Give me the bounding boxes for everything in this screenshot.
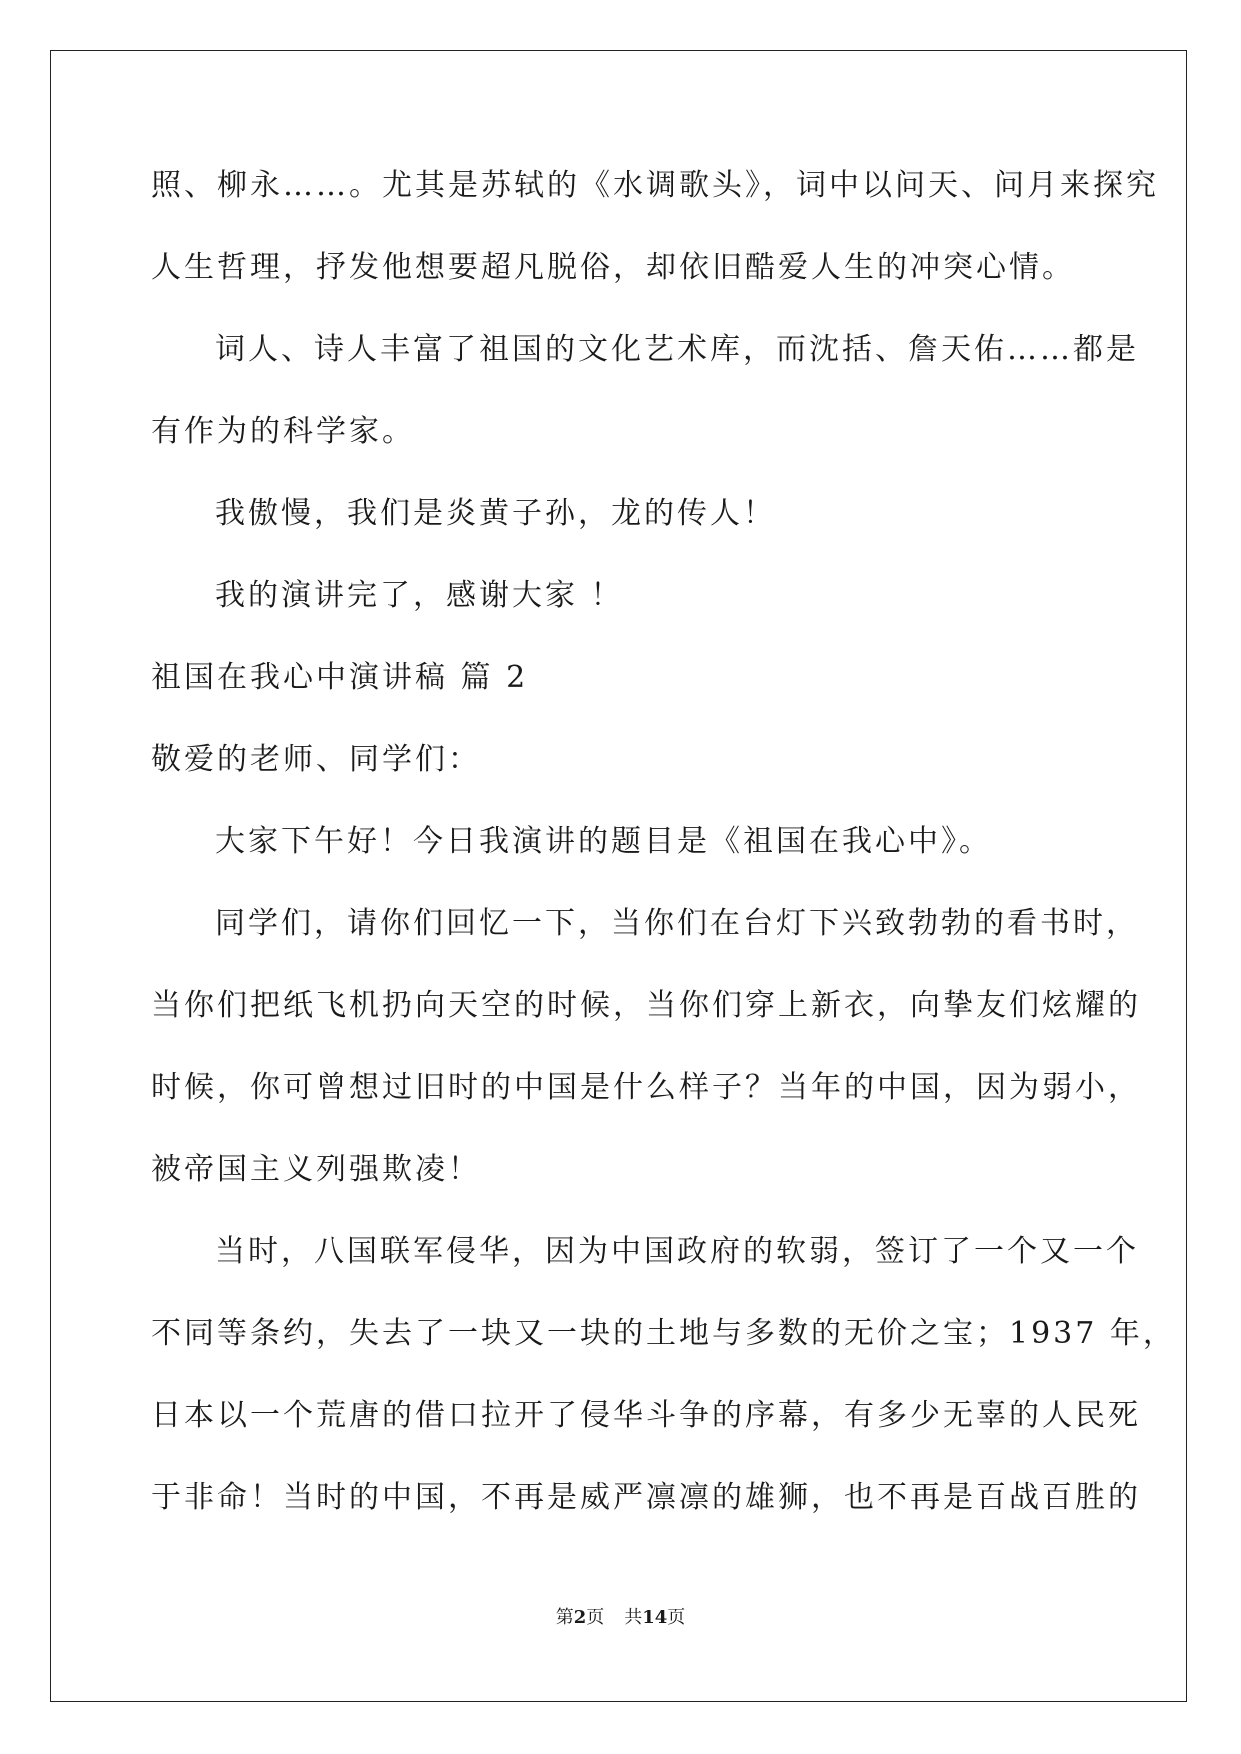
salutation: 敬爱的老师、同学们：: [151, 742, 481, 777]
page-suffix: 页: [586, 1607, 605, 1628]
section-heading: 祖国在我心中演讲稿 篇 2: [151, 660, 529, 695]
page-prefix: 第: [555, 1607, 574, 1628]
text-line: 不同等条约，失去了一块又一块的土地与多数的无价之宝；1937 年，: [151, 1316, 1176, 1351]
page-current: 2: [573, 1607, 587, 1628]
text-line: 大家下午好！今日我演讲的题目是《祖国在我心中》。: [215, 824, 992, 859]
page-footer: [0, 1606, 1241, 1630]
text-line: 我的演讲完了，感谢大家 ！: [215, 578, 624, 613]
text-line: 照、柳永……。尤其是苏轼的《水调歌头》，词中以问天、问月来探究: [151, 168, 1159, 203]
text-line: 同学们，请你们回忆一下，当你们在台灯下兴致勃勃的看书时，: [215, 906, 1139, 941]
text-line: 词人、诗人丰富了祖国的文化艺术库，而沈括、詹天佑……都是: [215, 332, 1139, 367]
text-line: 时候，你可曾想过旧时的中国是什么样子？当年的中国，因为弱小，: [151, 1070, 1141, 1105]
text-line: 当你们把纸飞机扔向天空的时候，当你们穿上新衣，向挚友们炫耀的: [151, 988, 1141, 1023]
text-line: 于非命！当时的中国，不再是威严凛凛的雄狮，也不再是百战百胜的: [151, 1480, 1141, 1515]
total-prefix: 共: [624, 1607, 643, 1628]
text-line: 日本以一个荒唐的借口拉开了侵华斗争的序幕，有多少无辜的人民死: [151, 1398, 1141, 1433]
text-line: 我傲慢，我们是炎黄子孙，龙的传人！: [215, 496, 776, 531]
text-line: 人生哲理，抒发他想要超凡脱俗，却依旧酷爱人生的冲突心情。: [151, 250, 1075, 285]
document-body: [151, 160, 1176, 1554]
text-line: 当时，八国联军侵华，因为中国政府的软弱，签订了一个又一个: [215, 1234, 1139, 1269]
total-suffix: 页: [667, 1607, 686, 1628]
text-line: 有作为的科学家。: [151, 414, 415, 449]
text-line: 被帝国主义列强欺凌！: [151, 1152, 481, 1187]
page-total: 14: [642, 1607, 668, 1628]
